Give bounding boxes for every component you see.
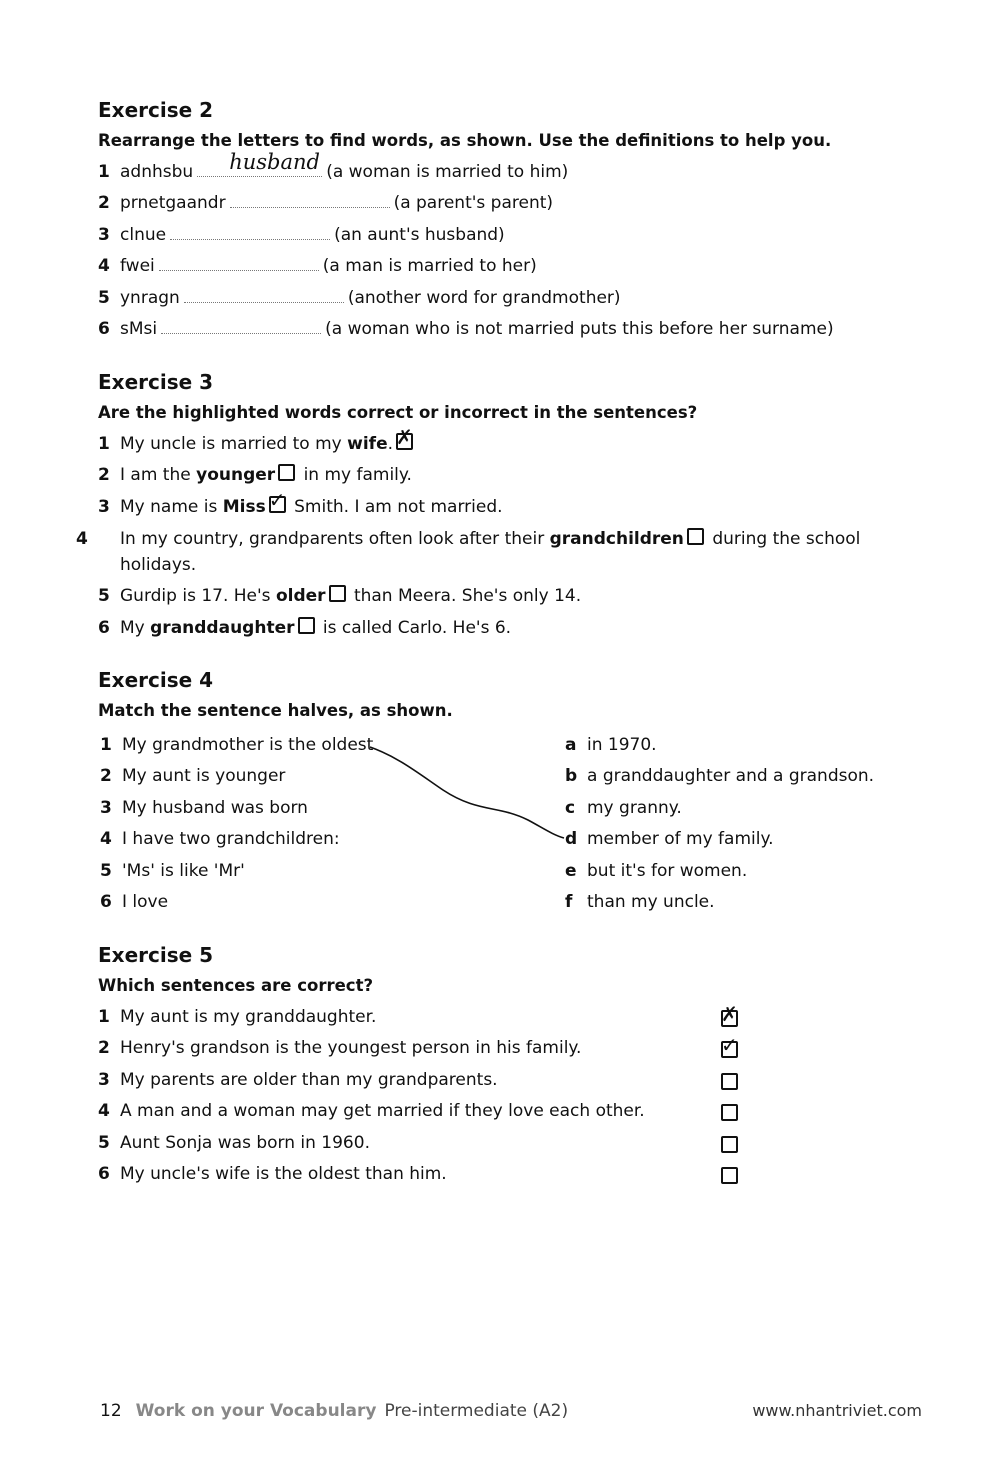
sentence-text: My	[120, 617, 151, 638]
scrambled-word: prnetgaandr	[120, 193, 226, 214]
item-number: 3	[98, 496, 110, 517]
list-item	[98, 487, 880, 523]
scrambled-word: fwei	[120, 256, 155, 277]
item-number: 2	[98, 1038, 110, 1059]
definition: (an aunt's husband)	[334, 224, 505, 245]
sentence-text: My uncle's wife is the oldest than him.	[120, 1163, 447, 1184]
sentence-text: Smith. I am not married.	[288, 496, 503, 517]
page-number: 12	[100, 1401, 122, 1421]
item-number: 4	[98, 256, 110, 277]
exercise-5	[98, 940, 758, 1190]
item-number: 4	[98, 1101, 110, 1122]
list-item	[98, 1065, 758, 1096]
exercise-title: Exercise 5	[98, 943, 214, 967]
item-number: 1	[98, 162, 110, 182]
exercise-title: Exercise 2	[98, 98, 214, 122]
scrambled-word: adnhsbu	[120, 162, 194, 182]
answer-field[interactable]	[184, 286, 344, 303]
item-number: 4	[76, 529, 88, 550]
item-text: my granny.	[587, 797, 682, 818]
item-label: f	[565, 891, 573, 912]
definition: (another word for grandmother)	[347, 287, 621, 308]
item-number: 3	[98, 224, 110, 245]
answer-field[interactable]	[230, 191, 390, 208]
sentence-text: Gurdip is 17. He's	[120, 586, 276, 607]
item-number: 5	[98, 1132, 110, 1153]
definition: (a parent's parent)	[393, 193, 554, 214]
highlighted-word: granddaughter	[150, 617, 295, 638]
definition: (a woman is married to him)	[326, 162, 569, 182]
checkbox-mark: ✓	[721, 1033, 738, 1058]
book-level: Pre-intermediate (A2)	[384, 1401, 569, 1421]
item-number: 6	[98, 318, 110, 339]
book-title: Work on your Vocabulary	[135, 1401, 377, 1421]
sentence-text: than Meera. She's only 14.	[348, 586, 582, 607]
sentence-text: My uncle is married to my	[120, 434, 348, 454]
item-number: 2	[98, 465, 110, 486]
item-text: a granddaughter and a grandson.	[587, 766, 875, 787]
exercise-4	[98, 665, 898, 925]
list-item	[98, 1096, 758, 1127]
list-item	[98, 1033, 758, 1064]
list-item	[98, 149, 834, 188]
list-item	[98, 613, 880, 644]
match-line	[98, 665, 898, 925]
answer-checkbox[interactable]	[268, 487, 286, 513]
sentence-text: My name is	[120, 496, 223, 517]
exercise-title: Exercise 3	[98, 370, 214, 394]
exercise-instruction: Are the highlighted words correct or incorrect in the sentences?	[98, 403, 698, 422]
item-text: in 1970.	[587, 735, 657, 755]
scrambled-word: sMsi	[120, 318, 158, 339]
highlighted-word: Miss	[222, 496, 266, 517]
checkbox-mark: ✗	[721, 1002, 738, 1026]
item-label: d	[565, 829, 578, 850]
list-item	[76, 523, 880, 581]
item-text: member of my family.	[587, 829, 774, 850]
answer-field[interactable]	[170, 223, 330, 240]
item-number: 6	[98, 617, 110, 638]
exercise-title: Exercise 4	[98, 668, 214, 692]
exercise-instruction: Rearrange the letters to find words, as shown. Use the definitions to help you.	[98, 131, 832, 150]
sentence-text: is called Carlo. He's 6.	[317, 617, 512, 638]
sentence-text: I am the	[120, 465, 197, 486]
sentence-text: A man and a woman may get married if they love each other.	[120, 1101, 645, 1122]
sentence-text: My aunt is my granddaughter.	[120, 1007, 377, 1027]
item-text: My aunt is younger	[122, 766, 286, 787]
answer-checkbox[interactable]	[721, 1073, 738, 1090]
checkbox-mark: ✓	[268, 487, 286, 512]
list-item	[98, 283, 834, 314]
answer-checkbox[interactable]	[721, 1002, 738, 1027]
exercise-instruction: Which sentences are correct?	[98, 976, 374, 995]
answer-checkbox[interactable]	[396, 425, 413, 450]
list-item	[98, 251, 834, 282]
handwritten-answer: husband	[229, 149, 320, 174]
answer-checkbox[interactable]	[278, 464, 295, 481]
item-text: I love	[122, 891, 169, 912]
list-item	[98, 314, 834, 345]
item-number: 6	[98, 1163, 110, 1184]
highlighted-word: younger	[196, 465, 276, 486]
highlighted-word: older	[275, 586, 326, 607]
publisher-url: www.nhantriviet.com	[752, 1401, 922, 1420]
item-label: a	[565, 735, 577, 755]
sentence-text: Aunt Sonja was born in 1960.	[120, 1132, 370, 1153]
list-item	[98, 1002, 758, 1033]
answer-field[interactable]	[197, 149, 322, 177]
item-number: 1	[98, 434, 110, 454]
definition: (a woman who is not married puts this before her surname)	[325, 318, 834, 339]
checkbox-mark: ✗	[396, 425, 413, 449]
list-item	[98, 1159, 758, 1190]
item-label: 5	[100, 860, 112, 881]
exercise-2	[98, 95, 834, 345]
definition: (a man is married to her)	[322, 256, 537, 277]
answer-checkbox[interactable]	[721, 1136, 738, 1153]
sentence-text: In my country, grandparents often look after their	[120, 529, 550, 550]
item-text: My grandmother is the oldest	[122, 735, 374, 755]
list-item	[98, 425, 880, 460]
answer-checkbox[interactable]	[329, 585, 346, 602]
list-item	[98, 220, 834, 251]
list-item	[98, 188, 834, 219]
highlighted-word: grandchildren	[549, 529, 684, 550]
item-label: b	[565, 766, 578, 787]
sentence-text: in my family.	[298, 465, 412, 486]
scrambled-word: ynragn	[120, 287, 180, 308]
item-text: but it's for women.	[587, 860, 748, 881]
sentence-text: .	[387, 434, 394, 454]
answer-checkbox[interactable]	[721, 1033, 738, 1058]
item-number: 2	[98, 193, 110, 214]
sentence-text: Henry's grandson is the youngest person in his family.	[120, 1038, 582, 1059]
item-label: e	[565, 860, 577, 881]
item-label: 2	[100, 766, 112, 787]
item-label: 6	[100, 891, 112, 912]
item-label: 4	[100, 829, 112, 850]
answer-checkbox[interactable]	[721, 1167, 738, 1184]
answer-field[interactable]	[161, 317, 321, 334]
sentence-text: My parents are older than my grandparents.	[120, 1069, 498, 1090]
list-item	[98, 1128, 758, 1159]
answer-field[interactable]	[159, 254, 319, 271]
item-label: c	[565, 797, 576, 818]
highlighted-word: wife	[347, 434, 388, 454]
sentence-text: during the school holidays.	[120, 529, 861, 576]
exercise-instruction: Match the sentence halves, as shown.	[98, 701, 453, 720]
list-item	[98, 460, 880, 491]
answer-checkbox[interactable]	[721, 1104, 738, 1121]
answer-checkbox[interactable]	[298, 617, 315, 634]
item-label: 1	[100, 735, 112, 755]
scrambled-word: clnue	[120, 224, 167, 245]
item-number: 5	[98, 287, 110, 308]
answer-checkbox[interactable]	[687, 528, 704, 545]
page-footer	[100, 1398, 930, 1424]
item-text: My husband was born	[122, 797, 308, 818]
item-text: than my uncle.	[587, 891, 715, 912]
item-number: 5	[98, 586, 110, 607]
item-label: 3	[100, 797, 112, 818]
item-number: 3	[98, 1069, 110, 1090]
item-text: 'Ms' is like 'Mr'	[122, 860, 245, 881]
item-number: 1	[98, 1007, 110, 1027]
list-item	[98, 581, 880, 612]
exercise-3	[76, 367, 880, 644]
item-text: I have two grandchildren:	[122, 829, 340, 850]
